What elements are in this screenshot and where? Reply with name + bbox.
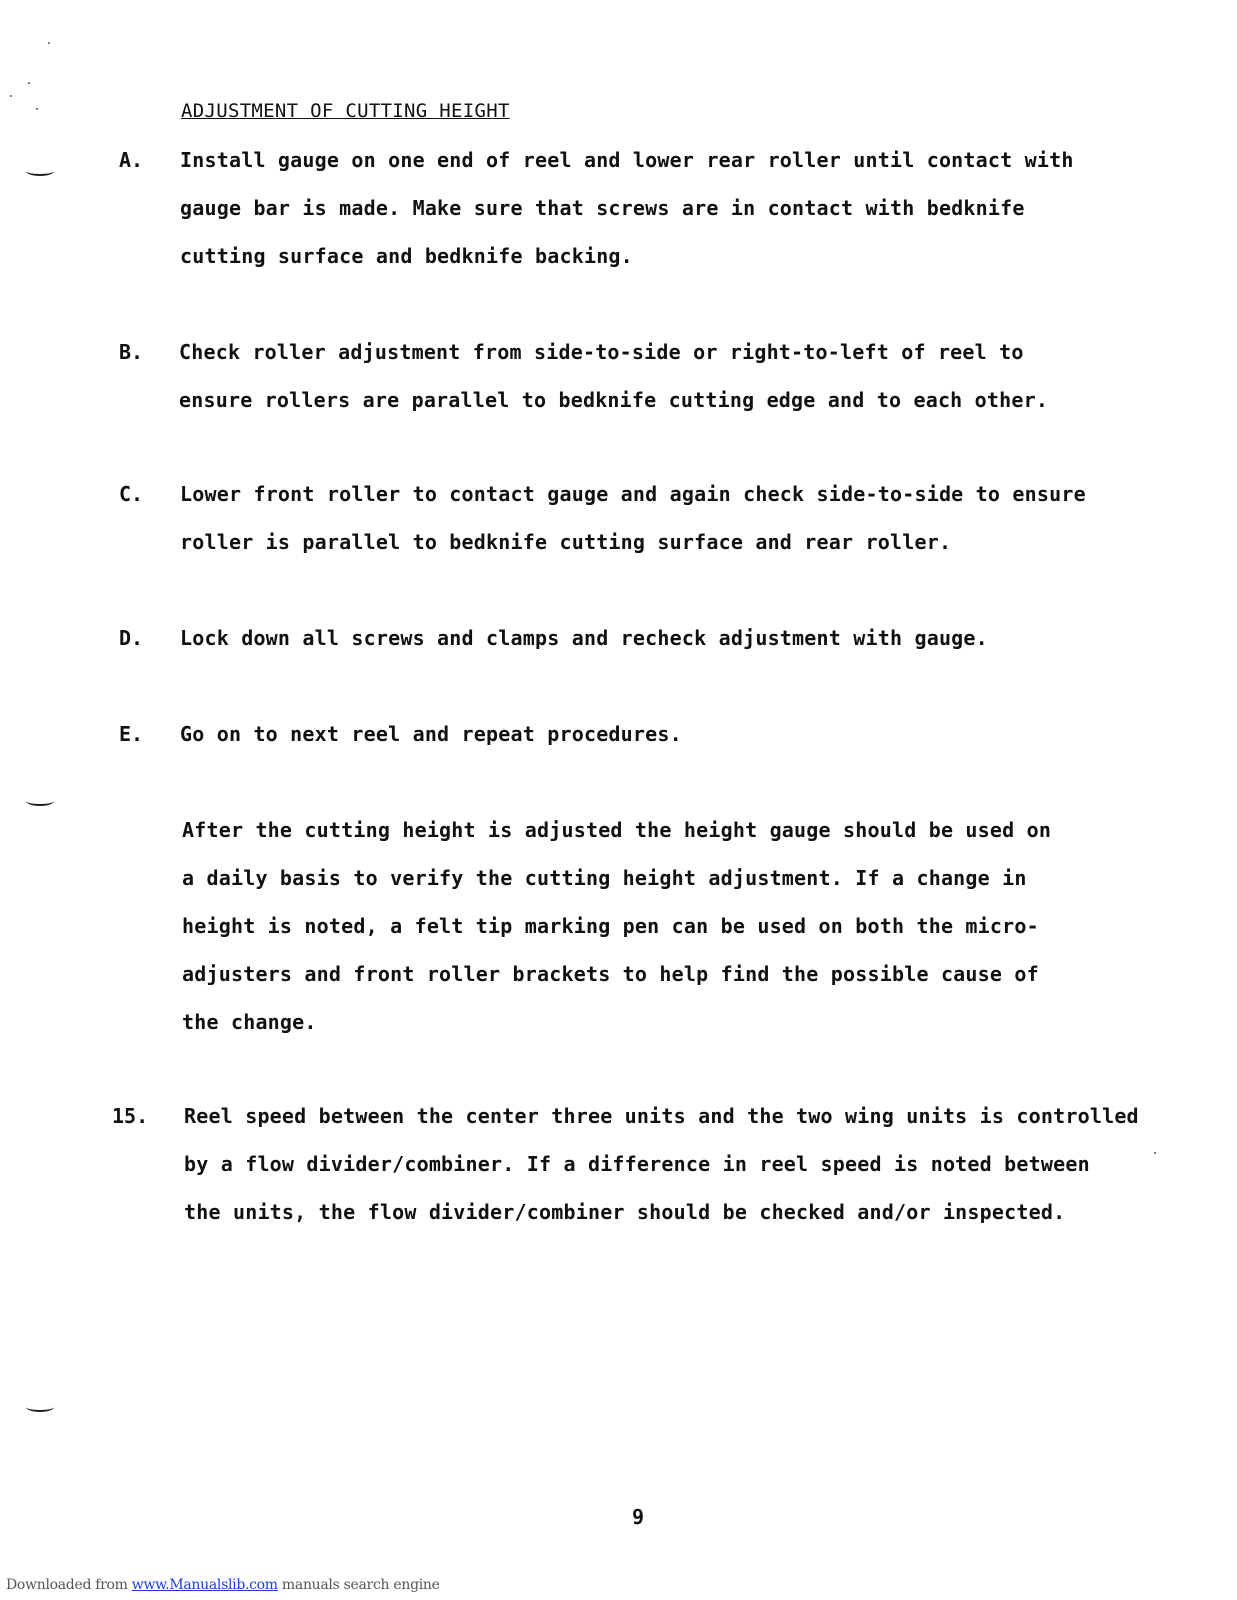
item-text-line: Reel speed between the center three units and the two wing units is controlled — [184, 1104, 1139, 1128]
item-text-line: by a flow divider/combiner. If a difference in reel speed is noted between — [184, 1152, 1090, 1176]
note-text-line: height is noted, a felt tip marking pen can be used on both the micro- — [182, 914, 1039, 938]
item-text-line: cutting surface and bedknife backing. — [180, 244, 633, 268]
item-marker: A. — [119, 148, 144, 172]
item-text-line: roller is parallel to bedknife cutting surface and rear roller. — [180, 530, 952, 554]
scan-speck — [36, 108, 38, 110]
note-text-line: After the cutting height is adjusted the height gauge should be used on — [182, 818, 1052, 842]
punch-mark — [26, 796, 54, 806]
scan-speck — [48, 42, 50, 44]
footer-suffix: manuals search engine — [277, 1577, 440, 1593]
item-marker: D. — [119, 626, 144, 650]
scan-speck — [1154, 1152, 1156, 1154]
item-text-line: gauge bar is made. Make sure that screws are in contact with bedknife — [180, 196, 1025, 220]
note-text-line: a daily basis to verify the cutting height adjustment. If a change in — [182, 866, 1027, 890]
item-text-line: Go on to next reel and repeat procedures. — [180, 722, 682, 746]
item-text-line: Lock down all screws and clamps and recheck adjustment with gauge. — [180, 626, 988, 650]
footer-prefix: Downloaded from — [6, 1577, 132, 1593]
punch-mark — [26, 166, 54, 176]
item-marker: 15. — [112, 1104, 149, 1128]
item-marker: C. — [119, 482, 144, 506]
section-heading: ADJUSTMENT OF CUTTING HEIGHT — [181, 100, 510, 122]
item-marker: B. — [119, 340, 144, 364]
item-text-line: ensure rollers are parallel to bedknife cutting edge and to each other. — [179, 388, 1049, 412]
item-text-line: Install gauge on one end of reel and lower rear roller until contact with — [180, 148, 1074, 172]
item-text-line: Lower front roller to contact gauge and again check side-to-side to ensure — [180, 482, 1086, 506]
page-number: 9 — [632, 1505, 645, 1529]
item-text-line: Check roller adjustment from side-to-side or right-to-left of reel to — [179, 340, 1024, 364]
manualslib-link[interactable]: www.Manualslib.com — [131, 1577, 278, 1593]
scan-speck — [28, 82, 30, 84]
note-text-line: adjusters and front roller brackets to help find the possible cause of — [182, 962, 1039, 986]
punch-mark — [26, 1402, 54, 1412]
scan-speck — [10, 95, 12, 97]
item-text-line: the units, the flow divider/combiner should be checked and/or inspected. — [184, 1200, 1066, 1224]
item-marker: E. — [119, 722, 144, 746]
download-footer — [6, 1577, 440, 1593]
note-text-line: the change. — [182, 1010, 317, 1034]
